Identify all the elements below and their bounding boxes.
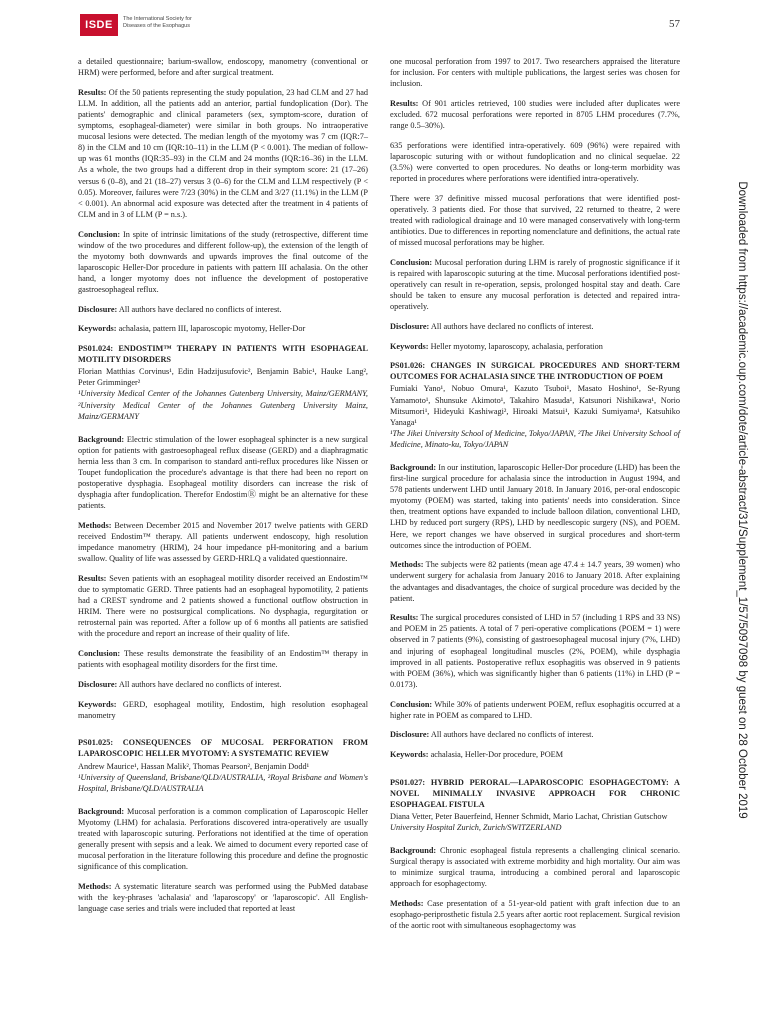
conclusion-paragraph <box>78 229 368 296</box>
results-paragraph-3: There were 37 definitive missed mucosal perforations that were identified post-operatively. 3 patients died. For those that survived, 22 returned to theatre, 2 were treated with radiological drainage and 10 were managed conservatively with long-term antibiotics. Due to differences in reporting nomenclature and definitions, the actual rate of missed mucosal perforations may be higher. <box>390 193 680 248</box>
background-label: Background: <box>78 434 125 444</box>
methods-text: A systematic literature search was performed using the PubMed database with the key-phrases 'achalasia' and 'laparoscopy' or 'laparoscopic'. All English-language case series and trials were included that reported at least <box>78 881 368 914</box>
methods-label: Methods: <box>390 899 424 909</box>
page-header <box>80 14 680 38</box>
results-label: Results: <box>78 573 107 583</box>
right-column <box>390 56 680 940</box>
conclusion-text: These results demonstrate the feasibility of an Endostim™ therapy in patients with esophageal motility disorders for the first time. <box>78 649 368 670</box>
abstract-title: PS01.024: ENDOSTIM™ THERAPY IN PATIENTS WITH ESOPHAGEAL MOTILITY DISORDERS <box>78 344 368 365</box>
conclusion-text: Mucosal perforation during LHM is rarely of prognostic significance if it is repaired with laparoscopic suturing at the time. Mucosal perforations identified post-operatively can result in re-operation, sepsis, prolonged hospital stay and death. Care should be taken to ensure any mucosal perforation is detected and repaired intra-operatively. <box>390 257 680 312</box>
methods-label: Methods: <box>390 560 424 570</box>
methods-text: Between December 2015 and November 2017 twelve patients with GERD received Endostim™ therapy. All patients underwent endoscopy, high resolution impedance manometry (HRIM), 24 hour impedance pH-monitoring and a barium swallow. Quality of life was assessed by GERD-HRLQ a validated questionnaire. <box>78 520 368 564</box>
conclusion-paragraph <box>78 648 368 670</box>
disclosure-label: Disclosure: <box>78 679 118 689</box>
methods-paragraph <box>390 898 680 931</box>
disclosure-paragraph <box>78 304 368 315</box>
download-watermark <box>718 40 766 960</box>
abstract-ps01-025 <box>78 737 368 914</box>
society-name-line1: The International Society for <box>123 16 192 22</box>
background-paragraph <box>78 434 368 512</box>
results-paragraph <box>390 612 680 690</box>
results-paragraph <box>78 573 368 640</box>
background-text: In our institution, laparoscopic Heller-Dor procedure (LHD) has been the first-line surgical procedure for achalasia since the introduction in August 1994, and 578 patients underwent LHD until January 2018. In January 2016, per-oral endoscopic myotomy (POEM) was started, taking into patients' needs into consideration. Since then, treatment options have expanded to include balloon dilation, conventional LHD, LHD by reduced port surgery (RPS), LHD by needlescopic surgery (NS), and POEM. Here, we report changes we have observed in surgical procedures and short-term outcomes since the introduction of POEM. <box>390 462 681 550</box>
left-column <box>78 56 368 923</box>
results-label: Results: <box>78 87 107 97</box>
abstract-ps01-026 <box>390 360 680 760</box>
keywords-label: Keywords: <box>78 324 117 334</box>
isde-logo: ISDE <box>80 14 118 36</box>
abstract-ps01-025-continued <box>390 56 680 352</box>
abstract-affiliations: University Hospital Zurich, Zurich/SWITZERLAND <box>390 823 562 833</box>
disclosure-paragraph <box>78 679 368 690</box>
disclosure-text: All authors have declared no conflicts of interest. <box>118 679 282 689</box>
conclusion-label: Conclusion: <box>78 649 121 659</box>
conclusion-paragraph <box>390 257 680 312</box>
keywords-text: achalasia, Heller-Dor procedure, POEM <box>430 750 564 759</box>
keywords-label: Keywords: <box>390 341 429 351</box>
background-paragraph <box>390 845 680 889</box>
methods-paragraph <box>78 881 368 914</box>
methods-text: The subjects were 82 patients (mean age 47.4 ± 14.7 years, 39 women) who underwent surgery for achalasia from January 2016 to January 2018. After explaining the advantages and disadvantages, the choice of surgical procedure was decided by the patient. <box>390 560 680 603</box>
abstract-title: PS01.027: HYBRID PERORAL—LAPAROSCOPIC ESOPHAGECTOMY: A NOVEL MINIMALLY INVASIVE APPROACH FOR CHRONIC ESOPHAGEAL FISTULA <box>390 777 680 809</box>
keywords-paragraph <box>78 699 368 721</box>
results-text: The surgical procedures consisted of LHD in 57 (including 1 RPS and 33 NS) and POEM in 25 patients. A total of 7 peri-operative complications (POEM = 1) were observed in 7 patients (9%), consisting of gastroesophageal mucosal injury (7%, LHD) and injuring of esophageal longitudinal muscles (2%, POEM), while dysphagia improved in all patients. Postoperative reflux esophagitis was observed in 9 patients with POEM (36%), which was significantly higher than 6 patients (11%) in LHD (P = 0.0173). <box>390 613 680 689</box>
methods-label: Methods: <box>78 881 112 891</box>
abstract-authors: Florian Matthias Corvinus¹, Edin Hadzijusufovic², Benjamin Babic¹, Hauke Lang², Peter Grimminger² <box>78 367 368 388</box>
conclusion-label: Conclusion: <box>390 699 433 709</box>
methods-continued: one mucosal perforation from 1997 to 2017. Two researchers appraised the literature for inclusion. For centers with multiple publications, the largest series was chosen for inclusion. <box>390 57 680 89</box>
abstract-ps01-027 <box>390 777 680 932</box>
background-paragraph <box>390 462 680 551</box>
conclusion-label: Conclusion: <box>390 257 433 267</box>
conclusion-text: While 30% of patients underwent POEM, reflux esophagitis occurred at a higher rate in POEM as compared to LHD. <box>390 699 680 720</box>
background-label: Background: <box>78 806 125 816</box>
background-text: Electric stimulation of the lower esophageal sphincter is a new surgical option for patients with gastroesophageal reflux disease (GERD) and a diaphragmatic hernia less than 3 cm. In comparison to standard anti-reflux procedures like Nissen or Toupet fundoplication the procedure's advantage is that there had been no report on postoperative dysphagia. Esophageal motility disorders can increase the risk of dysphagia after fundoplication. Therefor EndostimⓇ might be an alternative for these patients. <box>78 434 368 511</box>
page-number: 57 <box>669 18 680 30</box>
disclosure-label: Disclosure: <box>78 304 118 314</box>
disclosure-label: Disclosure: <box>390 321 430 331</box>
results-text: Of 901 articles retrieved, 100 studies were included after duplicates were excluded. 672 mucosal perforations were reported in 8705 LHM procedures (7.7%, range 0.5–30%). <box>390 98 681 131</box>
continued-methods: a detailed questionnaire; barium-swallow, endoscopy, manometry (conventional or HRM) were performed, before and after surgical treatment. <box>78 57 368 78</box>
keywords-label: Keywords: <box>390 750 429 759</box>
abstract-authors: Andrew Maurice¹, Hassan Malik², Thomas Pearson², Benjamin Dodd¹ <box>78 761 310 771</box>
abstract-title: PS01.026: CHANGES IN SURGICAL PROCEDURES AND SHORT-TERM OUTCOMES FOR ACHALASIA SINCE THE INTRODUCTION OF POEM <box>390 361 680 382</box>
results-label: Results: <box>390 98 419 108</box>
keywords-paragraph <box>78 323 368 334</box>
results-label: Results: <box>390 613 419 623</box>
methods-text: Case presentation of a 51-year-old patient with graft infection due to an esophago-periprosthetic fistula 2.5 years after aortic root replacement. Surgical revision of the aortic root with simultaneous esophagectomy was <box>390 899 681 931</box>
disclosure-label: Disclosure: <box>390 730 430 740</box>
results-paragraph-2: 635 perforations were identified intra-operatively. 609 (96%) were repaired with laparoscopic suturing with or without fundoplication and no clinical sequelae. 22 (3.5%) were converted to open procedures. No deaths or long-term morbidity was reported in procedures where perforations were identified intra-operatively. <box>390 140 680 184</box>
background-label: Background: <box>390 462 437 472</box>
disclosure-text: All authors have declared no conflicts of interest. <box>430 730 594 740</box>
abstract-affiliations: ¹University of Queensland, Brisbane/QLD/AUSTRALIA, ²Royal Brisbane and Women's Hospital, Brisbane/QLD/AUSTRALIA <box>78 772 368 793</box>
download-note: Downloaded from https://academic.oup.com/dote/article-abstract/31/Supplement_1/57/5097098 by guest on 28 October 2019 <box>736 181 748 819</box>
abstract-ps01-024 <box>78 343 368 721</box>
abstract-authors: Diana Vetter, Peter Bauerfeind, Henner Schmidt, Mario Lachat, Christian Gutschow <box>390 811 668 821</box>
conclusion-text: In spite of intrinsic limitations of the study (retrospective, different time window of the two procedures and different follow-up), the extension of the length of the myotomy both downwards and upwards improves the final outcome of the laparoscopic Heller-Dor procedure in patients with pattern III achalasia. On the other hand, a longer myotomy does not influence the development of postoperative gastroesophageal reflux. <box>78 229 369 294</box>
background-text: Chronic esophageal fistula represents a challenging clinical scenario. Surgical therapy is associated with extreme morbidity and high mortality. Our aim was to minimize surgical trauma, introducing a combined peroral and laparoscopic approach for esophagectomy. <box>390 846 680 889</box>
results-text: Of the 50 patients representing the study population, 23 had CLM and 27 had LLM. In addition, all the patients add an anterior, partial fundoplication (Dor). The patients' demographic and clinical parameters (sex, symptom-score, duration of symptoms, esophageal-diameter) were similar in both groups. No intraoperative mucosal lesions were detected. The median length of the myotomy was 7 cm (IQR:7–8) in the CLM and 10 cm (IQR:10–11) in the LLM (P < 0.001). The median of follow-up was 61 months (IQR:35–93) in the CLM and 24 months (IQR:16–36) in the LLM. As a whole, the two groups had a different drop in their symptom score: 21 (17–26) versus 6 (0–8), and 21 (18–27) versus 3 (0–6) for the CLM and LLM respectively (P < 0.05). Moreover, failures were 7/23 (30%) in the CLM and 3/27 (11.1%) in the LLM (P < 0.001). An abnormal acid exposure was detected after the treatment in 4 patients of CLM and in 3 of LLM (P = n.s.). <box>78 87 369 219</box>
society-name <box>123 16 192 30</box>
disclosure-paragraph <box>390 729 680 740</box>
keywords-text: Heller myotomy, laparoscopy, achalasia, perforation <box>430 341 603 351</box>
results-paragraph <box>390 98 680 131</box>
abstract-affiliations: ¹University Medical Center of the Johannes Gutenberg University, Mainz/GERMANY, ²University Medical Center of the Johannes Gutenberg University Mainz, Mainz/GERMANY <box>78 389 368 421</box>
conclusion-label: Conclusion: <box>78 229 121 239</box>
methods-paragraph <box>390 559 680 603</box>
disclosure-text: All authors have declared no conflicts of interest. <box>118 304 282 314</box>
background-label: Background: <box>390 846 437 856</box>
keywords-text: GERD, esophageal motility, Endostim, high resolution esophageal manometry <box>78 699 369 720</box>
methods-paragraph <box>78 520 368 564</box>
society-name-line2: Diseases of the Esophagus <box>123 23 190 29</box>
abstract-title: PS01.025: CONSEQUENCES OF MUCOSAL PERFORATION FROM LAPAROSCOPIC HELLER MYOTOMY: A SYSTEMATIC REVIEW <box>78 738 368 759</box>
keywords-text: achalasia, pattern III, laparoscopic myotomy, Heller-Dor <box>118 324 306 334</box>
background-text: Mucosal perforation is a common complication of Laparoscopic Heller Myotomy (LHM) for achalasia. Perforations discovered intra-operatively are usually treated with laparoscopic suturing. Perforations not identified at the time of operation generally present with sepsis and a leak. We aimed to document every reported case of mucosal perforation in the literature following this procedure and define the prognostic significance of this complication. <box>78 806 369 872</box>
abstract-authors: Fumiaki Yano¹, Nobuo Omura¹, Kazuto Tsuboi¹, Masato Hoshino¹, Se-Ryung Yamamoto¹, Shunsuke Akimoto¹, Takahiro Masuda¹, Katsunori Nishikawa¹, Norio Mitsumori¹, Hideyuki Kashiwagi², Hiroaki Matsui¹, Kazuki Sumiyama¹, Katsuhiko Yanaga¹ <box>390 384 680 427</box>
disclosure-text: All authors have declared no conflicts of interest. <box>430 321 594 331</box>
disclosure-paragraph <box>390 321 680 332</box>
abstract-affiliations: ¹The Jikei University School of Medicine, Tokyo/JAPAN, ²The Jikei University School of Medicine, Minato-ku, Tokyo/JAPAN <box>390 428 680 449</box>
results-paragraph <box>78 87 368 220</box>
keywords-label: Keywords: <box>78 699 117 709</box>
results-text: Seven patients with an esophageal motility disorder received an Endostim™ due to symptomatic GERD. Three patients had an esophageal hypomotility, 2 patients had a CREST syndrome and 2 patients showed a functional outflow obstruction in HRIM. There were no postsurgical complications. No dysphagia, regurgitation or retrosternal pain was reported. After a follow up of 6 months all patients are satisfied with the procedure and report an increase of their quality of life. <box>78 573 368 639</box>
background-paragraph <box>78 806 368 873</box>
methods-label: Methods: <box>78 520 112 530</box>
keywords-paragraph <box>390 749 680 760</box>
keywords-paragraph <box>390 341 680 352</box>
conclusion-paragraph <box>390 699 680 721</box>
